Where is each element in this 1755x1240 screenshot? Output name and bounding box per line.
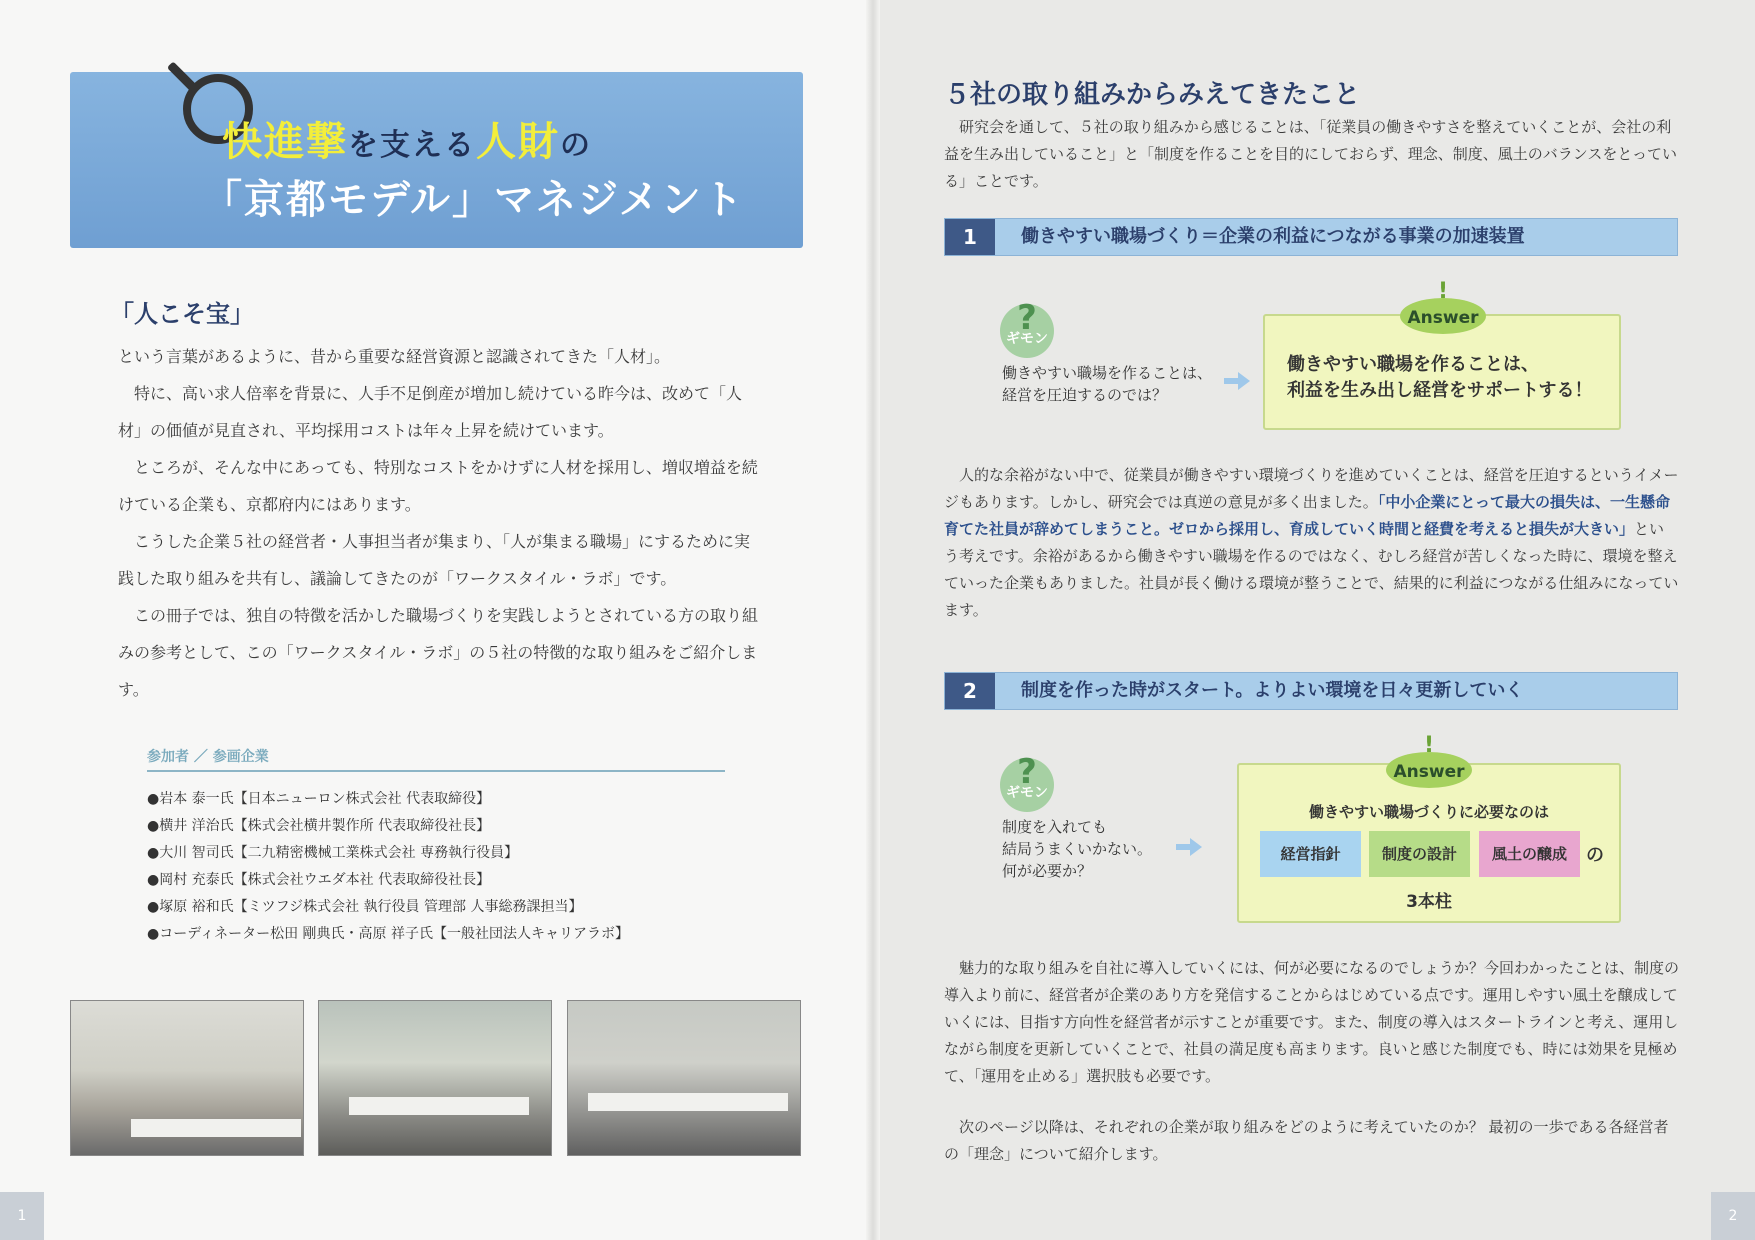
intro-paragraph: この冊子では、独自の特徴を活かした職場づくりを実践しようとされている方の取り組みの参考として、この「ワークスタイル・ラボ」の５社の特徴的な取り組みをご紹介します。 (118, 606, 759, 699)
answer-heading: 働きやすい職場づくりに必要なのは (1308, 803, 1549, 821)
intro-paragraph: という言葉があるように、昔から重要な経営資源と認識されてきた「人材」。 (118, 347, 671, 366)
answer-badge: ! Answer (1400, 298, 1486, 334)
list-item: ●横井 洋治氏【株式会社横井製作所 代表取締役社長】 (147, 818, 491, 834)
intro-paragraph: ところが、そんな中にあっても、特別なコストをかけずに人材を採用し、増収増益を続けている企業も、京都府内にはあります。 (118, 458, 758, 514)
closing-text: 次のページ以降は、それぞれの企業が取り組みをどのように考えていたのか？ 最初の一歩である各経営者の「理念」について紹介します。 (944, 1118, 1669, 1163)
question-badge-label: ギモン (1006, 331, 1048, 347)
arrow-right-icon (1176, 838, 1202, 856)
pillar-tag: 制度の設計 (1369, 831, 1470, 877)
participants-divider (147, 770, 725, 772)
list-item: ●塚原 裕和氏【ミツフジ株式会社 執行役員 管理部 人事総務課担当】 (147, 899, 583, 915)
intro-paragraph: 特に、高い求人倍率を背景に、人手不足倒産が増加し続けている昨今は、改めて「人材」の価値が見直され、平均採用コストは年々上昇を続けています。 (118, 384, 743, 440)
answer-footer: 3本柱 (1406, 892, 1452, 912)
question-badge-label: ギモン (1006, 785, 1048, 801)
list-item: ●大川 智司氏【二九精密機械工業株式会社 専務執行役員】 (147, 845, 519, 861)
pillar-tag: 経営指針 (1260, 831, 1361, 877)
banner-title-line1: 快進撃を支える人財の (222, 119, 592, 165)
answer-badge: ! Answer (1386, 752, 1472, 788)
list-item: ●コーディネーター松田 剛典氏・高原 祥子氏【一般社団法人キャリアラボ】 (147, 926, 629, 942)
intro-text (118, 338, 758, 708)
page-title: ５社の取り組みからみえてきたこと (944, 80, 1361, 110)
section-1-body: 人的な余裕がない中で、従業員が働きやすい環境づくりを進めていくことは、経営を圧迫するというイメージもあります。しかし、研究会では真逆の意見が多く出ました。「中小企業にとって最大の損失は、一生懸命育てた社員が辞めてしまうこと。ゼロから採用し、育成していく時間と経費を考えると損失が大きい」という考えです。余裕があるから働きやすい職場を作るのではなく、むしろ経営が苦しくなった時に、環境を整えていった企業もありました。社員が長く働ける環境が整うことで、結果的に利益につながる仕組みになっています。 (944, 466, 1679, 619)
question-badge: ? ギモン (1000, 758, 1054, 812)
section-title: 制度を作った時がスタート。よりよい環境を日々更新していく (1021, 680, 1524, 701)
participants-label: 参加者 ／ 参画企業 (147, 749, 269, 765)
list-item: ●岡村 充泰氏【株式会社ウエダ本社 代表取締役社長】 (147, 872, 491, 888)
section-1-header (944, 218, 1678, 256)
question-text: 働きやすい職場を作ることは、 経営を圧迫するのでは？ (1002, 364, 1213, 404)
section-heading: 「人こそ宝」 (110, 300, 254, 328)
page-number: 2 (1711, 1192, 1755, 1240)
intro-paragraph: こうした企業５社の経営者・人事担当者が集まり、「人が集まる職場」にするために実践した取り組みを共有し、議論してきたのが「ワークスタイル・ラボ」です。 (118, 532, 751, 588)
section-2-body: 魅力的な取り組みを自社に導入していくには、何が必要になるのでしょうか？今回わかったことは、制度の導入より前に、経営者が企業のあり方を発信することからはじめている点です。運用しやすい風土を醸成していくには、目指す方向性を経営者が示すことが重要です。また、制度の導入はスタートラインと考え、運用しながら制度を更新していくことで、社員の満足度も高まります。良いと感じた制度でも、時には効果を見極めて、「運用を止める」選択肢も必要です。 (944, 959, 1680, 1085)
meeting-photo-3 (567, 1000, 801, 1156)
intro-text: 研究会を通して、５社の取り組みから感じることは、「従業員の働きやすさを整えていくことが、会社の利益を生み出していること」と「制度を作ることを目的にしておらず、理念、制度、風土のバランスをとっている」ことです。 (944, 118, 1678, 190)
participants-list (147, 786, 629, 948)
list-item: ●岩本 泰一氏【日本ニューロン株式会社 代表取締役】 (147, 791, 491, 807)
pillar-tag: 風土の醸成 (1479, 831, 1580, 877)
page-number: 1 (0, 1192, 44, 1240)
question-text: 制度を入れても 結局うまくいかない。 何が必要か？ (1002, 818, 1153, 880)
question-badge: ? ギモン (1000, 304, 1054, 358)
section-number: 1 (945, 219, 995, 255)
section-2-header (944, 672, 1678, 710)
meeting-photo-2 (318, 1000, 552, 1156)
answer-text: 働きやすい職場を作ることは、 利益を生み出し経営をサポートする！ (1287, 354, 1593, 401)
pillar-suffix: の (1586, 845, 1604, 866)
meeting-photo-1 (70, 1000, 304, 1156)
section-title: 働きやすい職場づくり＝企業の利益につながる事業の加速装置 (1021, 226, 1525, 247)
banner-title-line2: 「京都モデル」マネジメント (202, 177, 745, 223)
section-number: 2 (945, 673, 995, 709)
left-page (0, 0, 873, 1240)
arrow-right-icon (1224, 372, 1250, 390)
